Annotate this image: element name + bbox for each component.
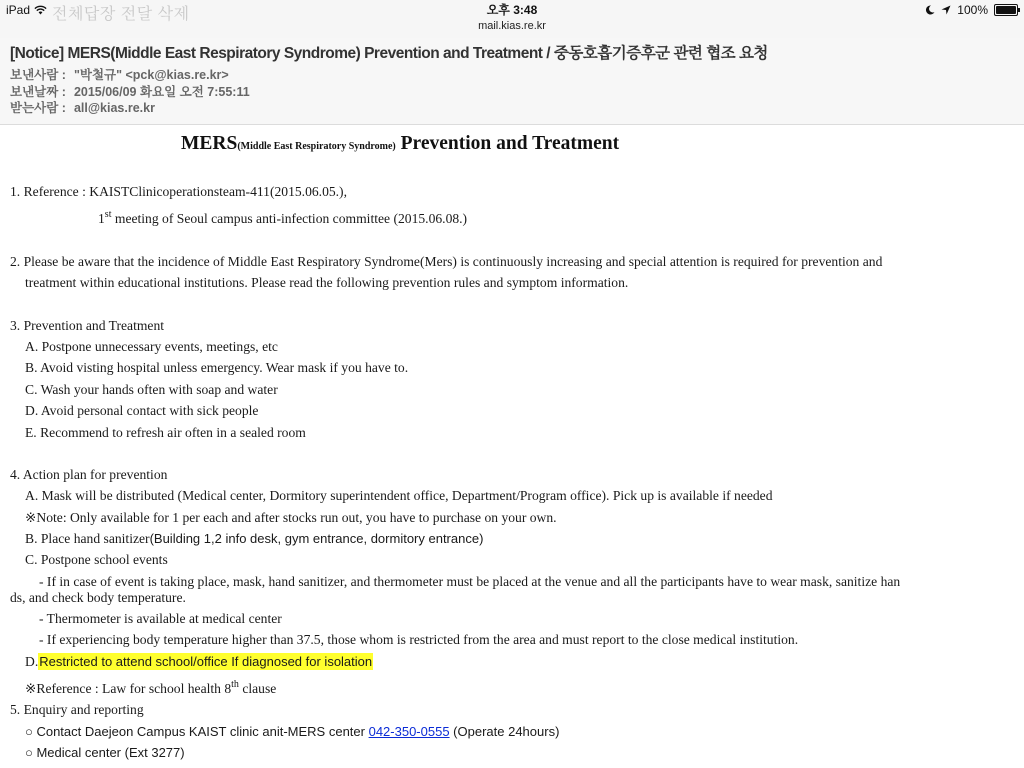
section4-item-c: C. Postpone school events	[25, 552, 168, 567]
title-rest: Prevention and Treatment	[395, 133, 620, 154]
date-value: 2015/06/09 화요일 오전 7:55:11	[73, 85, 250, 99]
section5-heading: 5. Enquiry and reporting	[10, 702, 144, 717]
section3-item-a: A. Postpone unnecessary events, meetings, etc	[25, 339, 278, 354]
mail-header	[0, 38, 1024, 125]
section3-item-d: D. Avoid personal contact with sick people	[25, 403, 259, 418]
status-time: 오후 3:48	[486, 3, 538, 17]
mail-subject: [Notice] MERS(Middle East Respiratory Syndrome) Prevention and Treatment / 중동호흡기증후군 관련 협조 요청	[10, 45, 768, 62]
title-paren: (Middle East Respiratory Syndrome)	[237, 141, 396, 152]
law-ref-text: ※Reference : Law for school health 8	[25, 681, 232, 696]
ref2-text: meeting of Seoul campus anti-infection committee (2015.06.08.)	[111, 211, 468, 226]
section4-c-bullet2: - Thermometer is available at medical center	[39, 611, 282, 626]
reference-line-2	[98, 211, 467, 227]
para2-line1: 2. Please be aware that the incidence of Middle East Respiratory Syndrome(Mers) is continuously increasing and special attention is required for prevention and	[10, 254, 883, 269]
law-ref-sup: th	[231, 679, 239, 690]
section3-heading: 3. Prevention and Treatment	[10, 318, 165, 333]
location-arrow-icon	[941, 5, 951, 15]
section3-item-c: C. Wash your hands often with soap and water	[25, 382, 278, 397]
section4-reference	[25, 681, 276, 697]
status-right	[925, 3, 1018, 17]
para2-line2: treatment within educational institutions. Please read the following prevention rules and symptom information.	[25, 275, 629, 290]
contact-suffix: (Operate 24hours)	[449, 724, 560, 739]
section4-heading: 4. Action plan for prevention	[10, 467, 168, 482]
moon-icon	[925, 5, 935, 15]
section3-item-e: E. Recommend to refresh air often in a sealed room	[25, 425, 306, 440]
section4-c-bullet1-line1: - If in case of event is taking place, mask, hand sanitizer, and thermometer must be placed at the venue and all the participants have to wear mask, sanitize han	[39, 574, 901, 589]
from-row	[10, 65, 229, 83]
section4-item-b	[25, 531, 483, 547]
reference-line-1: 1. Reference : KAISTClinicoperationsteam-411(2015.06.05.),	[10, 184, 347, 199]
section4-c-bullet3: - If experiencing body temperature higher than 37.5, those whom is restricted from the area and must report to the close medical institution.	[39, 632, 799, 647]
phone-link[interactable]: 042-350-0555	[368, 724, 450, 739]
section5-item-a	[25, 724, 559, 740]
date-label: 보낸날짜 :	[10, 85, 66, 99]
faded-toolbar-text: 전체답장 전달 삭제	[52, 6, 190, 23]
section4-note: ※Note: Only available for 1 per each and after stocks run out, you have to purchase on your own.	[25, 510, 557, 525]
section4-item-a: A. Mask will be distributed (Medical center, Dormitory superintendent office, Department/Program office). Pick up is available if needed	[25, 488, 773, 503]
medical-center-text: ○ Medical center (Ext 3277)	[25, 745, 185, 760]
device-label: iPad	[6, 3, 31, 17]
section5-item-b	[25, 745, 185, 761]
to-value[interactable]: all@kias.re.kr	[73, 101, 155, 115]
contact-prefix: ○ Contact Daejeon Campus KAIST clinic anit-MERS center	[25, 724, 369, 739]
to-label: 받는사람 :	[10, 101, 66, 115]
section4-item-d	[25, 654, 373, 670]
notice-title	[181, 133, 619, 155]
from-value[interactable]: "박철규" <pck@kias.re.kr>	[73, 68, 229, 82]
ref2-sup: st	[104, 209, 112, 220]
from-label: 보낸사람 :	[10, 68, 66, 82]
item-d-prefix: D.	[25, 654, 39, 669]
battery-percent: 100%	[957, 3, 988, 17]
to-row	[10, 98, 155, 116]
item-b-rest: (Building 1,2 info desk, gym entrance, dormitory entrance)	[149, 531, 484, 546]
battery-icon	[994, 4, 1018, 16]
section4-c-bullet1-line2: ds, and check body temperature.	[10, 590, 186, 605]
law-ref-tail: clause	[238, 681, 277, 696]
section3-item-b: B. Avoid visting hospital unless emergency. Wear mask if you have to.	[25, 360, 409, 375]
ref2-num: 1	[98, 211, 105, 226]
status-center	[0, 3, 1024, 35]
item-b-prefix: B. Place hand sanitizer	[25, 531, 150, 546]
status-bar	[0, 0, 1024, 38]
item-d-highlight: Restricted to attend school/office If diagnosed for isolation	[39, 654, 373, 669]
address-url[interactable]: mail.kias.re.kr	[478, 20, 546, 32]
title-mers: MERS	[181, 133, 238, 154]
